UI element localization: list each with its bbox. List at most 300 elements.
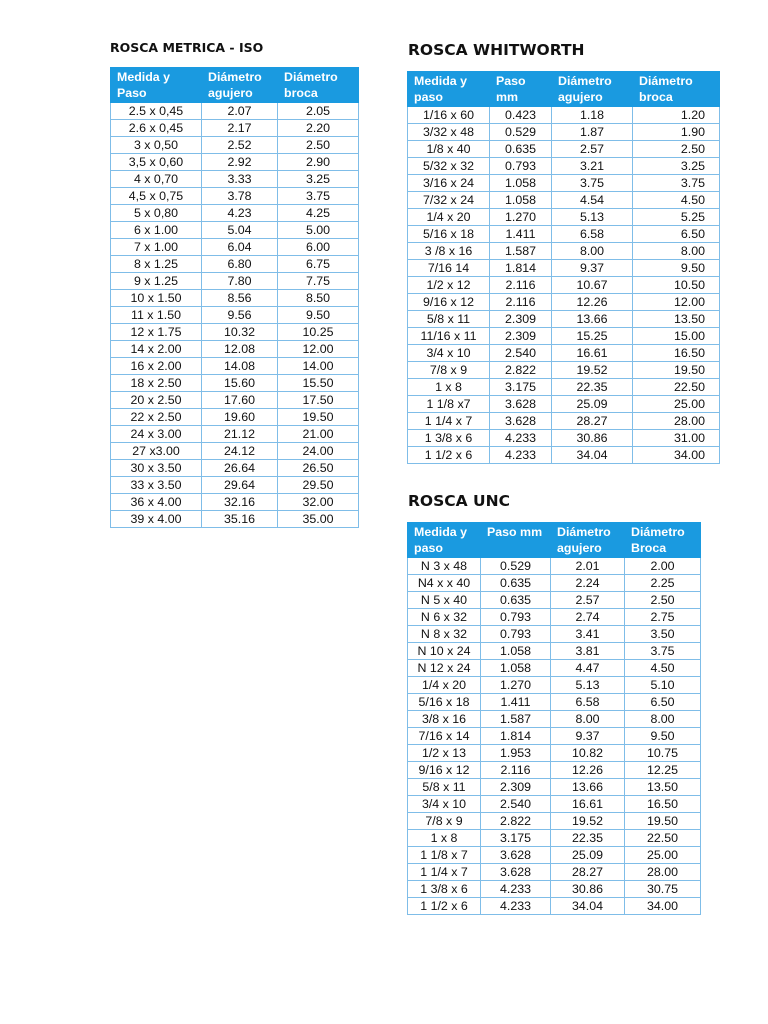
table-cell: 2.309 bbox=[481, 779, 551, 796]
table-cell: 5.25 bbox=[633, 209, 720, 226]
table-row bbox=[111, 409, 359, 426]
table-cell: 0.635 bbox=[490, 141, 552, 158]
table-cell: 19.50 bbox=[633, 362, 720, 379]
table-cell: 16 x 2.00 bbox=[111, 358, 202, 375]
table-cell: 26.50 bbox=[278, 460, 359, 477]
table-cell: 7.75 bbox=[278, 273, 359, 290]
table-cell: 26.64 bbox=[202, 460, 278, 477]
table-cell: 19.52 bbox=[551, 813, 625, 830]
table-cell: 1 1/8 x 7 bbox=[408, 847, 481, 864]
table-cell: 2.07 bbox=[202, 103, 278, 120]
table-cell: 9.50 bbox=[625, 728, 701, 745]
table-row bbox=[408, 175, 720, 192]
table-cell: 19.60 bbox=[202, 409, 278, 426]
table-cell: 25.00 bbox=[633, 396, 720, 413]
table-cell: 1.953 bbox=[481, 745, 551, 762]
header-diametro-broca: Diámetro broca bbox=[278, 68, 359, 103]
table-cell: 1.814 bbox=[481, 728, 551, 745]
table-row bbox=[111, 154, 359, 171]
table-cell: 1/4 x 20 bbox=[408, 209, 490, 226]
table-cell: 3/16 x 24 bbox=[408, 175, 490, 192]
table-cell: 1.058 bbox=[490, 192, 552, 209]
table-cell: 8.00 bbox=[552, 243, 633, 260]
table-cell: 16.50 bbox=[625, 796, 701, 813]
table-cell: 15.50 bbox=[278, 375, 359, 392]
table-cell: 0.793 bbox=[481, 626, 551, 643]
table-cell: 1.058 bbox=[481, 660, 551, 677]
table-row bbox=[111, 307, 359, 324]
table-cell: 10.67 bbox=[552, 277, 633, 294]
table-cell: 3.628 bbox=[490, 396, 552, 413]
table-cell: 0.529 bbox=[490, 124, 552, 141]
table-cell: 8.00 bbox=[633, 243, 720, 260]
table-row bbox=[408, 447, 720, 464]
table-cell: 3.41 bbox=[551, 626, 625, 643]
table-cell: 3.78 bbox=[202, 188, 278, 205]
table-cell: 24 x 3.00 bbox=[111, 426, 202, 443]
table-row bbox=[111, 426, 359, 443]
table-row bbox=[408, 124, 720, 141]
table-row bbox=[111, 273, 359, 290]
table-cell: 2.74 bbox=[551, 609, 625, 626]
table-cell: 39 x 4.00 bbox=[111, 511, 202, 528]
header-diametro-agujero: Diámetro agujero bbox=[202, 68, 278, 103]
table-row bbox=[408, 592, 701, 609]
table-cell: 30 x 3.50 bbox=[111, 460, 202, 477]
table-cell: 12.08 bbox=[202, 341, 278, 358]
table-cell: 22.35 bbox=[551, 830, 625, 847]
table-cell: 19.50 bbox=[278, 409, 359, 426]
table-cell: 12.00 bbox=[633, 294, 720, 311]
table-cell: 5.13 bbox=[552, 209, 633, 226]
table-row bbox=[408, 609, 701, 626]
table-row bbox=[408, 626, 701, 643]
table-cell: 3.75 bbox=[552, 175, 633, 192]
table-cell: N 3 x 48 bbox=[408, 558, 481, 575]
table-cell: 1.270 bbox=[481, 677, 551, 694]
table-row bbox=[408, 379, 720, 396]
table-cell: N 8 x 32 bbox=[408, 626, 481, 643]
table-cell: 34.04 bbox=[551, 898, 625, 915]
table-cell: 16.61 bbox=[552, 345, 633, 362]
table-cell: 12.26 bbox=[551, 762, 625, 779]
table-cell: 14 x 2.00 bbox=[111, 341, 202, 358]
table-cell: 3.628 bbox=[481, 864, 551, 881]
table-cell: 0.529 bbox=[481, 558, 551, 575]
table-cell: 32.00 bbox=[278, 494, 359, 511]
table-row bbox=[111, 137, 359, 154]
table-cell: 1 1/2 x 6 bbox=[408, 447, 490, 464]
table-cell: 4.54 bbox=[552, 192, 633, 209]
table-cell: 25.09 bbox=[552, 396, 633, 413]
table-cell: 9.50 bbox=[278, 307, 359, 324]
iso-thread-table bbox=[110, 67, 359, 528]
table-cell: 2.75 bbox=[625, 609, 701, 626]
table-header-row bbox=[408, 72, 720, 107]
table-cell: 1.90 bbox=[633, 124, 720, 141]
table-row bbox=[111, 443, 359, 460]
table-cell: 4.47 bbox=[551, 660, 625, 677]
table-cell: 4.25 bbox=[278, 205, 359, 222]
table-cell: 1 1/8 x7 bbox=[408, 396, 490, 413]
table-row bbox=[408, 158, 720, 175]
header-diametro-broca: Diámetro broca bbox=[633, 72, 720, 107]
table-cell: 3.75 bbox=[278, 188, 359, 205]
table-cell: 21.12 bbox=[202, 426, 278, 443]
table-row bbox=[111, 375, 359, 392]
table-cell: 8 x 1.25 bbox=[111, 256, 202, 273]
table-row bbox=[408, 779, 701, 796]
table-cell: 3.628 bbox=[490, 413, 552, 430]
table-cell: 2.116 bbox=[490, 277, 552, 294]
table-row bbox=[408, 762, 701, 779]
table-cell: 14.00 bbox=[278, 358, 359, 375]
table-cell: 30.75 bbox=[625, 881, 701, 898]
table-cell: 7/32 x 24 bbox=[408, 192, 490, 209]
table-cell: 1/8 x 40 bbox=[408, 141, 490, 158]
table-row bbox=[408, 243, 720, 260]
table-cell: 5.13 bbox=[551, 677, 625, 694]
table-cell: 28.27 bbox=[552, 413, 633, 430]
table-cell: 7/16 14 bbox=[408, 260, 490, 277]
whitworth-thread-table bbox=[407, 71, 720, 464]
table-cell: 13.50 bbox=[625, 779, 701, 796]
table-cell: 30.86 bbox=[551, 881, 625, 898]
table-row bbox=[111, 205, 359, 222]
table-cell: 2.01 bbox=[551, 558, 625, 575]
table-cell: 8.00 bbox=[551, 711, 625, 728]
table-row bbox=[408, 711, 701, 728]
table-cell: 5 x 0,80 bbox=[111, 205, 202, 222]
table-cell: 33 x 3.50 bbox=[111, 477, 202, 494]
table-cell: 2.5 x 0,45 bbox=[111, 103, 202, 120]
table-cell: 1 1/4 x 7 bbox=[408, 864, 481, 881]
table-row bbox=[408, 881, 701, 898]
table-cell: N 5 x 40 bbox=[408, 592, 481, 609]
table-row bbox=[408, 396, 720, 413]
table-cell: 2.6 x 0,45 bbox=[111, 120, 202, 137]
table-cell: 4.50 bbox=[633, 192, 720, 209]
table-cell: 2.309 bbox=[490, 311, 552, 328]
table-cell: 5.10 bbox=[625, 677, 701, 694]
table-cell: 2.17 bbox=[202, 120, 278, 137]
table-cell: 3.81 bbox=[551, 643, 625, 660]
table-cell: 3/32 x 48 bbox=[408, 124, 490, 141]
table-cell: 6.80 bbox=[202, 256, 278, 273]
table-cell: 9 x 1.25 bbox=[111, 273, 202, 290]
table-cell: 4.50 bbox=[625, 660, 701, 677]
table-row bbox=[111, 460, 359, 477]
table-cell: 2.50 bbox=[278, 137, 359, 154]
table-cell: 1.270 bbox=[490, 209, 552, 226]
table-cell: 3.33 bbox=[202, 171, 278, 188]
table-cell: 9/16 x 12 bbox=[408, 294, 490, 311]
table-cell: 3.628 bbox=[481, 847, 551, 864]
table-cell: 1 3/8 x 6 bbox=[408, 881, 481, 898]
table-cell: 1/2 x 13 bbox=[408, 745, 481, 762]
table-cell: 1.18 bbox=[552, 107, 633, 124]
table-cell: 10.50 bbox=[633, 277, 720, 294]
whitworth-section-title: ROSCA WHITWORTH bbox=[408, 41, 585, 59]
table-cell: 4.233 bbox=[490, 430, 552, 447]
table-cell: 28.00 bbox=[633, 413, 720, 430]
table-cell: 4.23 bbox=[202, 205, 278, 222]
table-cell: 9.37 bbox=[552, 260, 633, 277]
table-cell: 3 /8 x 16 bbox=[408, 243, 490, 260]
table-cell: 1 x 8 bbox=[408, 830, 481, 847]
table-cell: 4.233 bbox=[481, 881, 551, 898]
table-cell: N 6 x 32 bbox=[408, 609, 481, 626]
table-row bbox=[408, 847, 701, 864]
table-cell: 2.50 bbox=[625, 592, 701, 609]
table-row bbox=[408, 643, 701, 660]
table-cell: 1 x 8 bbox=[408, 379, 490, 396]
table-cell: 15.00 bbox=[633, 328, 720, 345]
table-cell: 2.00 bbox=[625, 558, 701, 575]
table-cell: 34.00 bbox=[625, 898, 701, 915]
table-cell: 10.82 bbox=[551, 745, 625, 762]
table-cell: 22.35 bbox=[552, 379, 633, 396]
table-row bbox=[408, 192, 720, 209]
table-cell: 5/16 x 18 bbox=[408, 694, 481, 711]
table-row bbox=[111, 188, 359, 205]
table-cell: 36 x 4.00 bbox=[111, 494, 202, 511]
table-cell: 1.058 bbox=[490, 175, 552, 192]
table-cell: 7/8 x 9 bbox=[408, 813, 481, 830]
table-cell: 4.233 bbox=[481, 898, 551, 915]
table-cell: 10.25 bbox=[278, 324, 359, 341]
table-cell: 20 x 2.50 bbox=[111, 392, 202, 409]
table-cell: 5/8 x 11 bbox=[408, 311, 490, 328]
table-cell: 4,5 x 0,75 bbox=[111, 188, 202, 205]
table-cell: 1.058 bbox=[481, 643, 551, 660]
header-paso-mm: Paso mm bbox=[481, 523, 551, 558]
table-cell: 3/4 x 10 bbox=[408, 345, 490, 362]
table-row bbox=[408, 209, 720, 226]
table-row bbox=[408, 311, 720, 328]
header-medida-paso: Medida y Paso bbox=[111, 68, 202, 103]
table-cell: 8.56 bbox=[202, 290, 278, 307]
table-cell: 1/4 x 20 bbox=[408, 677, 481, 694]
table-cell: 2.309 bbox=[490, 328, 552, 345]
table-cell: 29.64 bbox=[202, 477, 278, 494]
table-cell: 3.175 bbox=[481, 830, 551, 847]
table-cell: 1/16 x 60 bbox=[408, 107, 490, 124]
table-row bbox=[408, 141, 720, 158]
table-cell: 2.57 bbox=[551, 592, 625, 609]
table-row bbox=[408, 362, 720, 379]
table-cell: 3.75 bbox=[633, 175, 720, 192]
table-row bbox=[111, 103, 359, 120]
table-cell: 5.00 bbox=[278, 222, 359, 239]
table-cell: 24.12 bbox=[202, 443, 278, 460]
table-cell: 5/16 x 18 bbox=[408, 226, 490, 243]
table-cell: N 12 x 24 bbox=[408, 660, 481, 677]
table-cell: 35.00 bbox=[278, 511, 359, 528]
table-cell: 6.50 bbox=[625, 694, 701, 711]
table-cell: 15.25 bbox=[552, 328, 633, 345]
table-cell: 30.86 bbox=[552, 430, 633, 447]
table-cell: 9.56 bbox=[202, 307, 278, 324]
table-cell: 6.00 bbox=[278, 239, 359, 256]
table-cell: 1.587 bbox=[490, 243, 552, 260]
table-cell: 10.75 bbox=[625, 745, 701, 762]
table-row bbox=[111, 239, 359, 256]
table-cell: 7/8 x 9 bbox=[408, 362, 490, 379]
table-cell: 3/4 x 10 bbox=[408, 796, 481, 813]
table-cell: 15.60 bbox=[202, 375, 278, 392]
table-row bbox=[408, 345, 720, 362]
table-cell: 0.635 bbox=[481, 592, 551, 609]
table-cell: 3.50 bbox=[625, 626, 701, 643]
unc-thread-table bbox=[407, 522, 701, 915]
table-cell: 1.587 bbox=[481, 711, 551, 728]
table-cell: 8.50 bbox=[278, 290, 359, 307]
table-cell: 31.00 bbox=[633, 430, 720, 447]
table-cell: 9.37 bbox=[551, 728, 625, 745]
table-cell: 35.16 bbox=[202, 511, 278, 528]
table-row bbox=[408, 413, 720, 430]
table-cell: 8.00 bbox=[625, 711, 701, 728]
table-cell: 0.793 bbox=[490, 158, 552, 175]
table-cell: 14.08 bbox=[202, 358, 278, 375]
table-row bbox=[408, 558, 701, 575]
table-row bbox=[408, 660, 701, 677]
table-cell: 0.635 bbox=[481, 575, 551, 592]
table-cell: 16.50 bbox=[633, 345, 720, 362]
header-diametro-agujero: Diámetro agujero bbox=[552, 72, 633, 107]
table-cell: 3.25 bbox=[278, 171, 359, 188]
table-cell: 22.50 bbox=[625, 830, 701, 847]
table-cell: 13.66 bbox=[551, 779, 625, 796]
table-cell: 18 x 2.50 bbox=[111, 375, 202, 392]
table-cell: 4.233 bbox=[490, 447, 552, 464]
table-row bbox=[408, 575, 701, 592]
table-cell: 3.25 bbox=[633, 158, 720, 175]
table-row bbox=[111, 392, 359, 409]
table-cell: 6.75 bbox=[278, 256, 359, 273]
table-row bbox=[111, 358, 359, 375]
table-cell: 2.52 bbox=[202, 137, 278, 154]
table-cell: 12.26 bbox=[552, 294, 633, 311]
table-row bbox=[111, 324, 359, 341]
header-paso-mm: Paso mm bbox=[490, 72, 552, 107]
table-cell: 2.20 bbox=[278, 120, 359, 137]
table-cell: 29.50 bbox=[278, 477, 359, 494]
header-diametro-agujero: Diámetro agujero bbox=[551, 523, 625, 558]
table-cell: 1.814 bbox=[490, 260, 552, 277]
table-cell: N 10 x 24 bbox=[408, 643, 481, 660]
table-cell: 2.822 bbox=[481, 813, 551, 830]
table-row bbox=[408, 277, 720, 294]
table-row bbox=[408, 260, 720, 277]
table-cell: 21.00 bbox=[278, 426, 359, 443]
header-medida-paso: Medida y paso bbox=[408, 72, 490, 107]
table-cell: 13.66 bbox=[552, 311, 633, 328]
table-cell: 2.50 bbox=[633, 141, 720, 158]
table-cell: 5.04 bbox=[202, 222, 278, 239]
table-cell: 5/32 x 32 bbox=[408, 158, 490, 175]
table-cell: 34.04 bbox=[552, 447, 633, 464]
table-cell: 1 1/4 x 7 bbox=[408, 413, 490, 430]
table-cell: 4 x 0,70 bbox=[111, 171, 202, 188]
table-row bbox=[408, 294, 720, 311]
table-cell: 11 x 1.50 bbox=[111, 307, 202, 324]
table-cell: 2.116 bbox=[490, 294, 552, 311]
header-medida-paso: Medida y paso bbox=[408, 523, 481, 558]
table-cell: 11/16 x 11 bbox=[408, 328, 490, 345]
table-cell: 2.92 bbox=[202, 154, 278, 171]
table-cell: 6.58 bbox=[552, 226, 633, 243]
table-row bbox=[408, 226, 720, 243]
table-cell: 10.32 bbox=[202, 324, 278, 341]
table-cell: 1 1/2 x 6 bbox=[408, 898, 481, 915]
table-header-row bbox=[111, 68, 359, 103]
header-diametro-broca: Diámetro Broca bbox=[625, 523, 701, 558]
table-cell: 1 3/8 x 6 bbox=[408, 430, 490, 447]
table-cell: 7/16 x 14 bbox=[408, 728, 481, 745]
table-row bbox=[111, 171, 359, 188]
table-cell: 17.50 bbox=[278, 392, 359, 409]
table-row bbox=[111, 494, 359, 511]
table-row bbox=[408, 728, 701, 745]
table-cell: 1.411 bbox=[481, 694, 551, 711]
table-cell: 34.00 bbox=[633, 447, 720, 464]
table-cell: 2.05 bbox=[278, 103, 359, 120]
table-cell: 3/8 x 16 bbox=[408, 711, 481, 728]
table-cell: 19.52 bbox=[552, 362, 633, 379]
table-cell: 13.50 bbox=[633, 311, 720, 328]
table-cell: 2.57 bbox=[552, 141, 633, 158]
table-cell: 2.116 bbox=[481, 762, 551, 779]
table-cell: 6.04 bbox=[202, 239, 278, 256]
table-cell: 2.25 bbox=[625, 575, 701, 592]
table-cell: 3.21 bbox=[552, 158, 633, 175]
table-row bbox=[111, 222, 359, 239]
table-row bbox=[111, 341, 359, 358]
table-cell: 17.60 bbox=[202, 392, 278, 409]
table-cell: 1/2 x 12 bbox=[408, 277, 490, 294]
table-row bbox=[408, 107, 720, 124]
table-cell: 25.00 bbox=[625, 847, 701, 864]
table-row bbox=[111, 477, 359, 494]
table-row bbox=[111, 511, 359, 528]
unc-section-title: ROSCA UNC bbox=[408, 492, 510, 510]
table-row bbox=[408, 430, 720, 447]
table-cell: 3.175 bbox=[490, 379, 552, 396]
table-row bbox=[111, 120, 359, 137]
table-cell: 2.90 bbox=[278, 154, 359, 171]
table-cell: 28.00 bbox=[625, 864, 701, 881]
table-cell: 1.411 bbox=[490, 226, 552, 243]
table-cell: 3.75 bbox=[625, 643, 701, 660]
table-cell: 22 x 2.50 bbox=[111, 409, 202, 426]
table-cell: 7.80 bbox=[202, 273, 278, 290]
table-row bbox=[408, 898, 701, 915]
table-cell: 10 x 1.50 bbox=[111, 290, 202, 307]
table-cell: 19.50 bbox=[625, 813, 701, 830]
table-cell: 2.24 bbox=[551, 575, 625, 592]
table-cell: 3 x 0,50 bbox=[111, 137, 202, 154]
table-cell: 32.16 bbox=[202, 494, 278, 511]
table-cell: 1.20 bbox=[633, 107, 720, 124]
table-cell: 27 x3.00 bbox=[111, 443, 202, 460]
table-cell: 5/8 x 11 bbox=[408, 779, 481, 796]
table-cell: 0.423 bbox=[490, 107, 552, 124]
table-row bbox=[408, 677, 701, 694]
table-cell: 12.25 bbox=[625, 762, 701, 779]
table-cell: 1.87 bbox=[552, 124, 633, 141]
